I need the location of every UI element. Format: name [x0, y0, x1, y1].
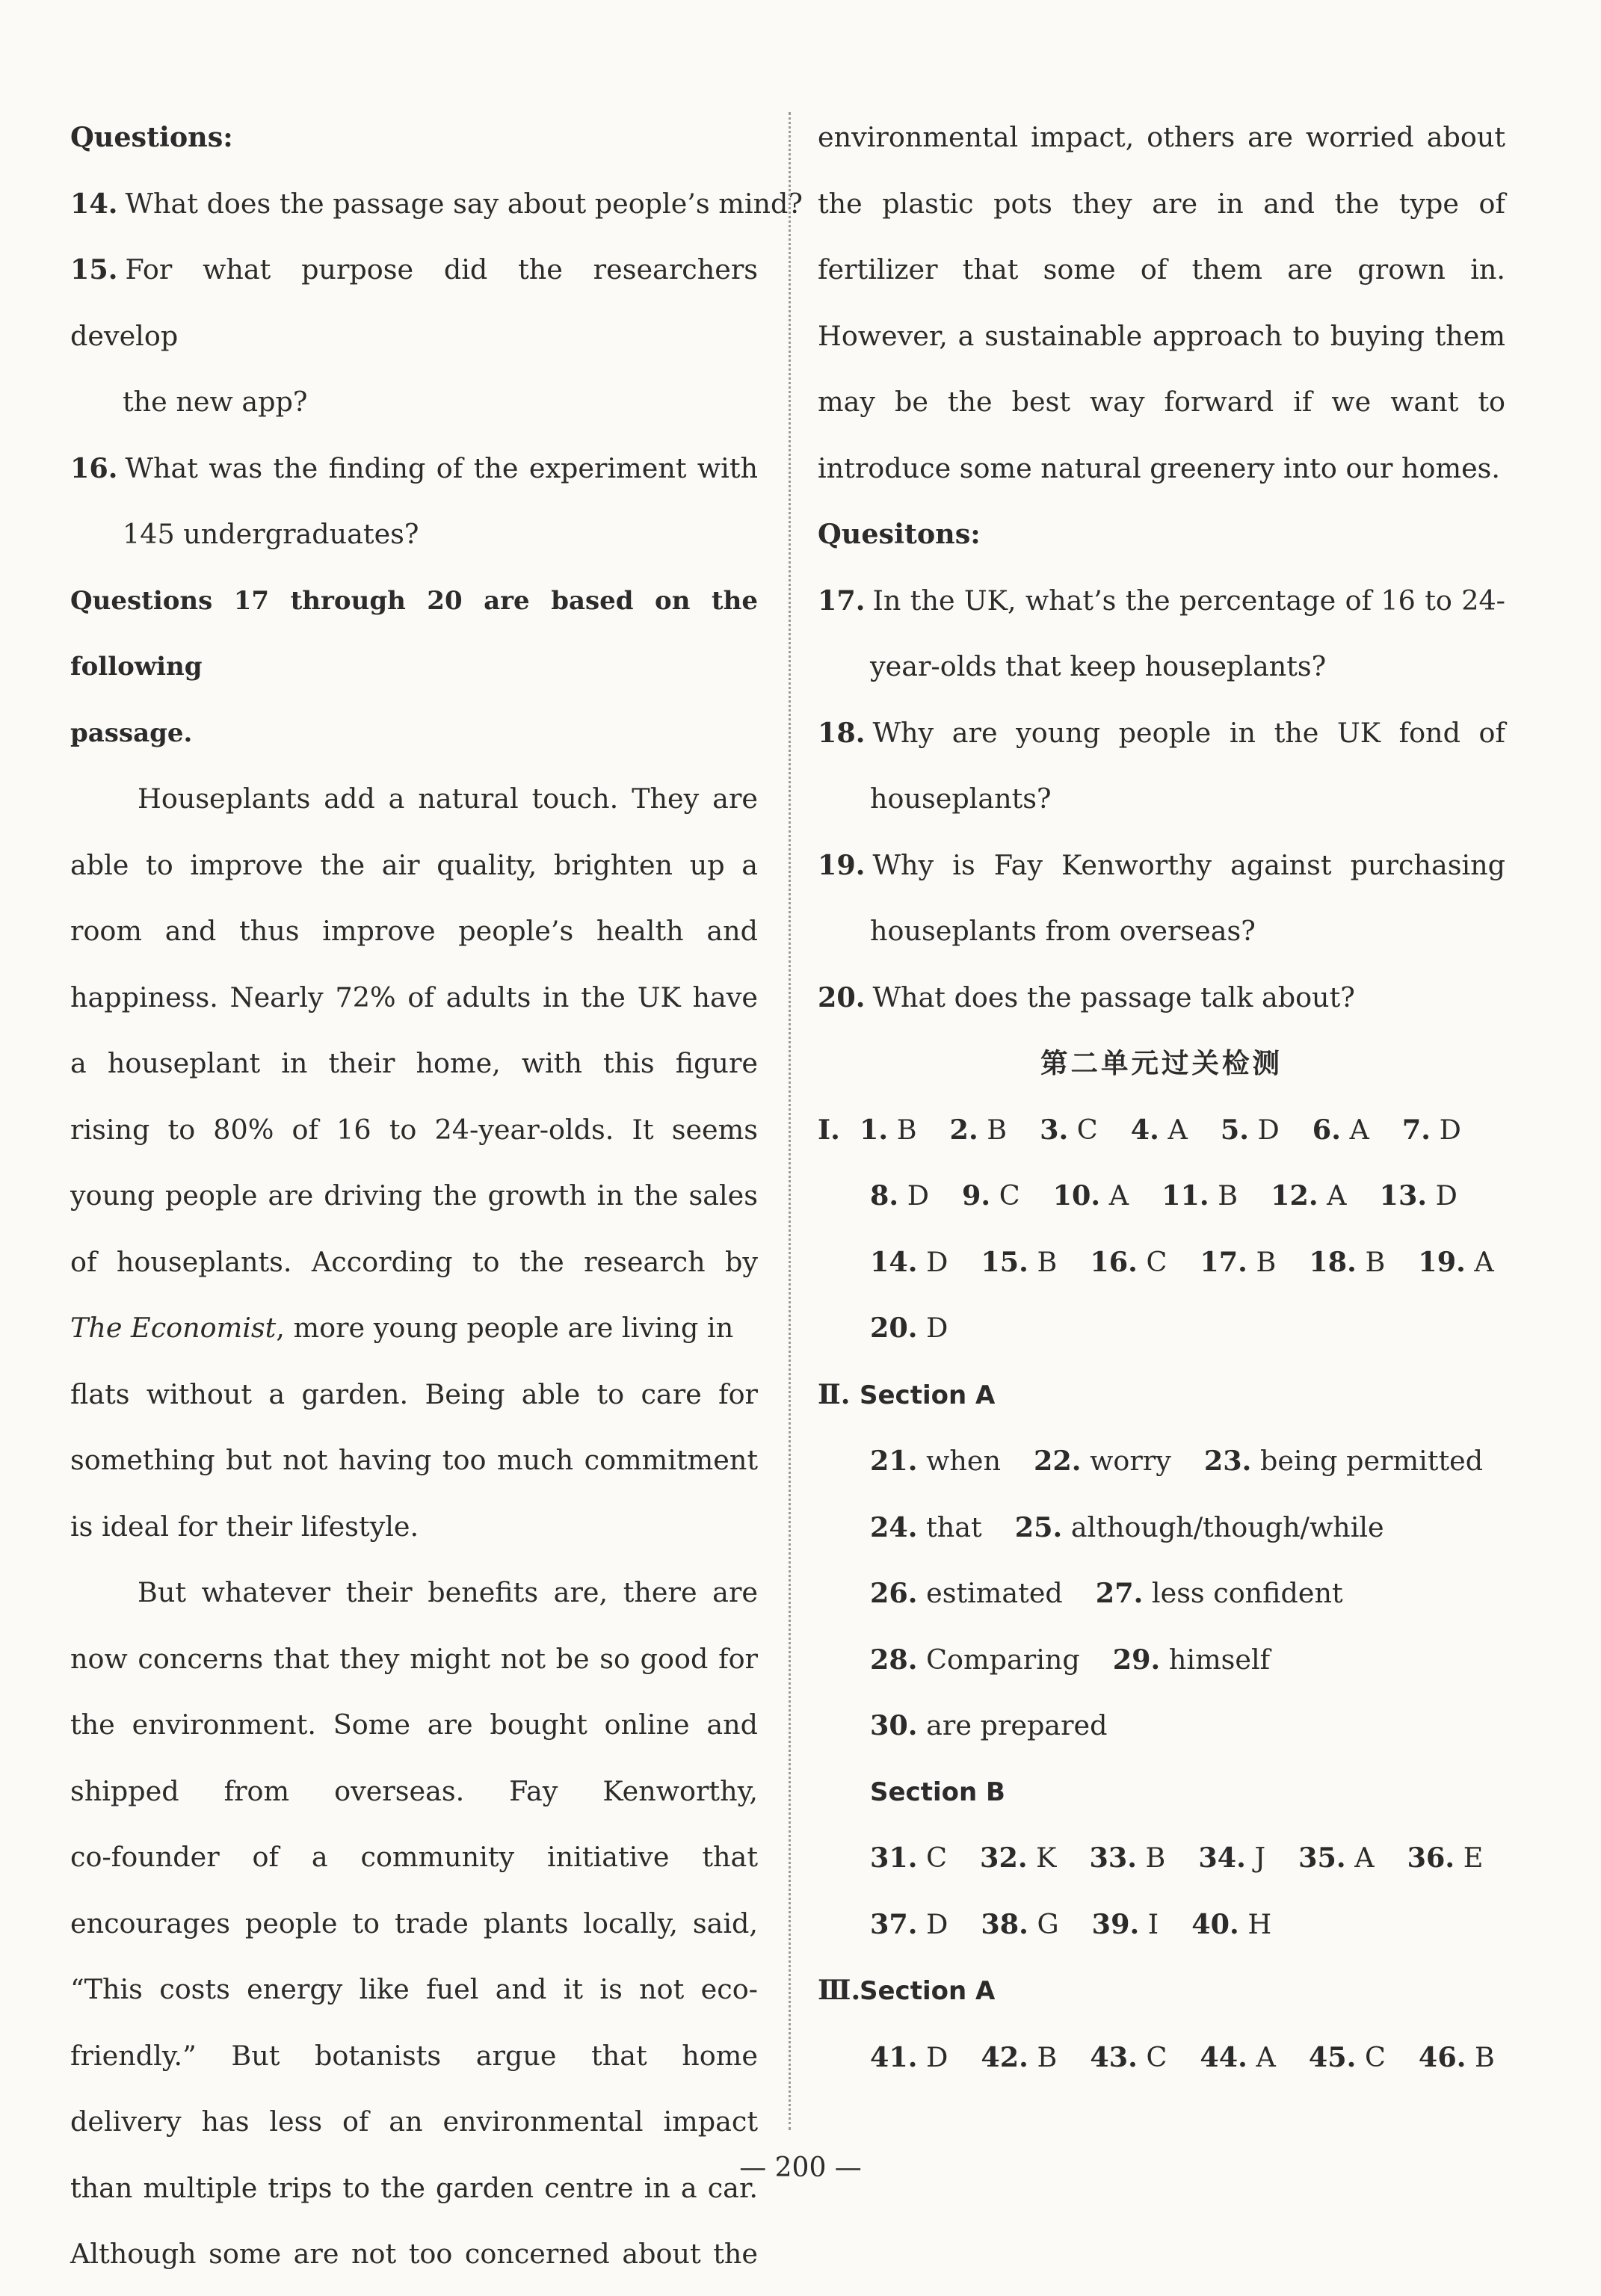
answer-number: 10.: [1052, 1179, 1101, 1212]
answer-number: 31.: [870, 1842, 918, 1874]
question-number: 19.: [818, 848, 866, 881]
answer-item: [1089, 1825, 1165, 1892]
roman-numeral: Ⅲ.: [818, 1974, 861, 2006]
answer-row: [818, 1495, 1505, 1561]
answer-item: [1418, 1229, 1493, 1296]
answer-number: 1.: [860, 1113, 889, 1146]
answer-value: are prepared: [917, 1709, 1108, 1741]
question-17: [818, 568, 1505, 635]
answer-value: worry: [1081, 1445, 1171, 1477]
answer-item: [1113, 1627, 1270, 1694]
passage-intro-cont: passage.: [70, 718, 193, 748]
question-16-cont: 145 undergraduates?: [123, 518, 419, 550]
answer-number: 32.: [980, 1842, 1028, 1874]
answer-item: [1298, 1825, 1374, 1892]
answer-number: 26.: [870, 1577, 918, 1609]
passage-line: happiness. Nearly 72% of adults in the UK have: [70, 981, 758, 1013]
answer-number: 20.: [870, 1312, 918, 1344]
passage-line: a houseplant in their home, with this figure: [70, 1047, 758, 1079]
answer-row: [818, 1163, 1505, 1229]
passage-line: environmental impact, others are worried about: [818, 121, 1505, 153]
answer-item: [1015, 1495, 1384, 1561]
answer-number: 29.: [1112, 1643, 1161, 1676]
question-text: Why are young people in the UK fond of: [872, 716, 1505, 749]
answer-value: B: [1028, 1245, 1058, 1278]
question-15: [70, 237, 758, 369]
answer-value: D: [917, 1312, 948, 1344]
answer-value: A: [1345, 1842, 1375, 1874]
answer-number: 36.: [1407, 1842, 1455, 1874]
section-row: [818, 1957, 1505, 2025]
answer-value: D: [917, 2040, 948, 2073]
answer-item: [870, 1495, 982, 1561]
answer-value: B: [1028, 2040, 1058, 2073]
passage-line: flats without a garden. Being able to care for: [70, 1377, 758, 1410]
answer-row: [818, 1229, 1505, 1296]
passage-line: the plastic pots they are in and the type of: [818, 187, 1505, 220]
answer-value: being permitted: [1251, 1445, 1484, 1477]
answer-item: [860, 1097, 917, 1164]
answer-value: K: [1027, 1842, 1057, 1874]
answer-number: 37.: [870, 1907, 918, 1940]
passage-line: However, a sustainable approach to buying them: [818, 319, 1505, 352]
question-20: [818, 965, 1505, 1031]
answer-value: estimated: [917, 1577, 1063, 1609]
answer-value: E: [1455, 1842, 1484, 1874]
answer-value: I: [1139, 1907, 1159, 1940]
passage-line: able to improve the air quality, brighten up a: [70, 848, 758, 881]
question-text: In the UK, what’s the percentage of 16 to 24-: [872, 584, 1505, 617]
answer-item: [870, 1627, 1080, 1694]
answer-number: 4.: [1130, 1113, 1159, 1146]
passage-line: something but not having too much commitment: [70, 1444, 758, 1476]
unit-heading: 第二单元过关检测: [1040, 1047, 1283, 1079]
answer-number: 12.: [1271, 1179, 1318, 1212]
answer-number: 45.: [1308, 2040, 1357, 2073]
answer-value: A: [1340, 1113, 1369, 1146]
passage-line: co-founder of a community initiative that: [70, 1841, 758, 1873]
answer-value: that: [917, 1510, 982, 1543]
answer-item: [1162, 1163, 1238, 1229]
answer-number: 15.: [981, 1245, 1028, 1278]
answer-item: [870, 1825, 947, 1892]
answer-number: 19.: [1418, 1245, 1466, 1278]
answer-value: B: [1209, 1179, 1238, 1212]
question-19-cont: houseplants from overseas?: [870, 915, 1256, 947]
passage-line: But whatever their benefits are, there are: [138, 1576, 758, 1608]
section-row: [818, 1362, 1505, 1429]
answer-number: 39.: [1091, 1907, 1140, 1940]
answer-row: [818, 1825, 1505, 1892]
question-number: 20.: [818, 981, 866, 1013]
passage-line: introduce some natural greenery into our homes.: [818, 451, 1501, 484]
passage-line: of houseplants. According to the research by: [70, 1245, 758, 1278]
answer-row: [818, 2025, 1505, 2091]
answer-item: [870, 2025, 948, 2091]
passage-line: friendly.” But botanists argue that home: [70, 2039, 758, 2072]
answer-item: [1131, 1097, 1188, 1164]
question-16: [70, 436, 758, 502]
answer-row: [818, 1627, 1505, 1694]
answer-item: [1034, 1428, 1171, 1495]
answer-item: [1309, 1229, 1385, 1296]
answer-number: 42.: [981, 2040, 1028, 2073]
answer-value: A: [1247, 2040, 1276, 2073]
answer-value: A: [1465, 1245, 1494, 1278]
question-number: 16.: [70, 451, 118, 484]
answer-item: [870, 1428, 1001, 1495]
passage-line: encourages people to trade plants locally, said,: [70, 1907, 758, 1939]
answer-item: [1204, 1428, 1483, 1495]
answer-value: D: [1430, 1113, 1461, 1146]
answer-value: C: [917, 1842, 948, 1874]
answer-value: B: [1466, 2040, 1495, 2073]
answer-number: 40.: [1191, 1907, 1239, 1940]
answer-number: 13.: [1379, 1179, 1428, 1212]
passage-text: , more young people are living in: [276, 1312, 734, 1344]
answer-number: 11.: [1162, 1179, 1209, 1212]
answer-item: [1407, 1825, 1484, 1892]
question-text: What was the finding of the experiment with: [125, 451, 758, 484]
answer-row: [818, 1561, 1505, 1627]
answer-row: [818, 1097, 1505, 1164]
answer-item: [981, 1229, 1057, 1296]
answer-item: [1090, 2025, 1167, 2091]
answer-value: less confident: [1143, 1577, 1343, 1609]
passage-intro: Questions 17 through 20 are based on the following: [70, 585, 758, 682]
answer-number: 28.: [870, 1643, 918, 1676]
answer-number: 25.: [1014, 1510, 1063, 1543]
answer-number: 34.: [1198, 1842, 1246, 1874]
answer-item: [1309, 2025, 1386, 2091]
answer-item: [950, 1097, 1008, 1164]
question-text: What does the passage talk about?: [872, 981, 1355, 1013]
passage-line: than multiple trips to the garden centre in a car.: [70, 2171, 758, 2204]
answer-value: C: [1356, 2040, 1386, 2073]
answer-value: D: [898, 1179, 929, 1212]
answer-item: [1053, 1163, 1129, 1229]
answer-number: 7.: [1401, 1113, 1431, 1146]
answer-item: [1092, 1892, 1159, 1958]
answer-item: [870, 1229, 948, 1296]
question-text: What does the passage say about people’s mind?: [125, 187, 803, 220]
answer-value: D: [1427, 1179, 1457, 1212]
answer-number: 27.: [1095, 1577, 1144, 1609]
passage-line: delivery has less of an environmental impact: [70, 2105, 758, 2138]
answer-item: [1200, 1229, 1276, 1296]
answer-item: [962, 1163, 1020, 1229]
question-number: 14.: [70, 187, 118, 220]
answer-value: C: [1068, 1113, 1098, 1146]
roman-numeral: Ⅰ.: [818, 1113, 840, 1146]
question-15-cont: the new app?: [123, 386, 308, 418]
answer-item: [870, 1561, 1063, 1627]
column-divider: [789, 112, 791, 2130]
answer-value: B: [888, 1113, 917, 1146]
answer-number: 24.: [870, 1510, 918, 1543]
question-number: 15.: [70, 253, 118, 286]
question-18: [818, 700, 1505, 767]
passage-line: is ideal for their lifestyle.: [70, 1510, 419, 1543]
section-label: Section B: [870, 1777, 1005, 1807]
question-text: For what purpose did the researchers develop: [70, 253, 758, 352]
question-19: [818, 833, 1505, 899]
answer-value: B: [1136, 1842, 1166, 1874]
answer-item: [980, 1825, 1056, 1892]
questions-label: Questions:: [70, 121, 233, 153]
answer-value: himself: [1160, 1643, 1271, 1676]
answer-item: [1221, 1097, 1280, 1164]
answer-value: G: [1028, 1907, 1059, 1940]
answer-value: B: [1247, 1245, 1277, 1278]
passage-line: now concerns that they might not be so good for: [70, 1642, 758, 1675]
question-18-cont: houseplants?: [870, 783, 1052, 815]
answer-item: [870, 1163, 929, 1229]
answer-number: 2.: [949, 1113, 978, 1146]
answer-number: 6.: [1312, 1113, 1341, 1146]
answer-number: 8.: [870, 1179, 899, 1212]
answer-number: 33.: [1089, 1842, 1137, 1874]
answer-item: [1312, 1097, 1369, 1164]
answer-group: [860, 1097, 1461, 1164]
passage-line: Although some are not too concerned about the: [70, 2238, 758, 2270]
passage-line: room and thus improve people’s health and: [70, 915, 758, 947]
answer-row: [818, 1295, 1505, 1362]
answer-number: 21.: [870, 1445, 918, 1477]
answer-item: [870, 1295, 948, 1362]
questions-label: Quesitons:: [818, 518, 981, 550]
passage-line: fertilizer that some of them are grown in.: [818, 253, 1505, 286]
answer-item: [870, 1892, 948, 1958]
answer-value: B: [1356, 1245, 1386, 1278]
answer-value: A: [1100, 1179, 1129, 1212]
question-14: [70, 171, 803, 238]
answer-number: 18.: [1309, 1245, 1357, 1278]
answer-number: 35.: [1298, 1842, 1346, 1874]
answer-item: [870, 1693, 1107, 1759]
answer-value: A: [1318, 1179, 1347, 1212]
answer-item: [1090, 1229, 1167, 1296]
answer-value: when: [917, 1445, 1001, 1477]
question-number: 17.: [818, 584, 866, 617]
answer-number: 46.: [1418, 2040, 1466, 2073]
passage-line: shipped from overseas. Fay Kenworthy,: [70, 1774, 758, 1807]
answer-value: D: [917, 1907, 948, 1940]
answer-number: 22.: [1033, 1445, 1082, 1477]
answer-number: 43.: [1090, 2040, 1138, 2073]
answer-number: 3.: [1040, 1113, 1069, 1146]
answer-item: [1191, 1892, 1271, 1958]
answer-number: 44.: [1200, 2040, 1247, 2073]
answer-value: C: [1137, 2040, 1167, 2073]
answer-value: B: [978, 1113, 1008, 1146]
answer-number: 9.: [961, 1179, 991, 1212]
answer-value: D: [1248, 1113, 1280, 1146]
answer-item: [981, 1892, 1058, 1958]
answer-number: 5.: [1220, 1113, 1249, 1146]
question-number: 18.: [818, 716, 866, 749]
answer-row: [818, 1892, 1505, 1958]
answer-value: C: [990, 1179, 1020, 1212]
passage-line: Houseplants add a natural touch. They are: [138, 783, 758, 815]
passage-line: may be the best way forward if we want to: [818, 386, 1505, 418]
right-column: [818, 105, 1505, 2090]
answer-item: [1096, 1561, 1343, 1627]
page-number: — 200 —: [739, 2152, 862, 2183]
section-label: Section A: [860, 1380, 996, 1410]
answer-row: [818, 1693, 1505, 1759]
answer-item: [1419, 2025, 1495, 2091]
answer-item: [1380, 1163, 1457, 1229]
answer-item: [981, 2025, 1057, 2091]
question-text: Why is Fay Kenworthy against purchasing: [872, 848, 1505, 881]
passage-line: [70, 1295, 758, 1362]
answer-value: C: [1137, 1245, 1167, 1278]
answer-item: [1402, 1097, 1461, 1164]
passage-line: rising to 80% of 16 to 24-year-olds. It seems: [70, 1113, 758, 1146]
passage-line: the environment. Some are bought online and: [70, 1709, 758, 1741]
question-17-cont: year-olds that keep houseplants?: [870, 650, 1327, 682]
answer-item: [1198, 1825, 1265, 1892]
answer-value: although/though/while: [1062, 1510, 1384, 1543]
roman-numeral: Ⅱ.: [818, 1377, 851, 1410]
answer-number: 30.: [870, 1709, 918, 1741]
answer-number: 38.: [981, 1907, 1028, 1940]
answer-value: Comparing: [917, 1643, 1080, 1676]
answer-number: 14.: [870, 1245, 918, 1278]
answer-value: J: [1245, 1842, 1266, 1874]
answer-value: D: [917, 1245, 948, 1278]
section-label: Section A: [860, 1976, 996, 2006]
answer-item: [1200, 2025, 1275, 2091]
answer-number: 23.: [1203, 1445, 1252, 1477]
answer-item: [1271, 1163, 1346, 1229]
answer-value: A: [1159, 1113, 1188, 1146]
answer-value: H: [1238, 1907, 1272, 1940]
answer-number: 16.: [1090, 1245, 1138, 1278]
answer-row: [818, 1428, 1505, 1495]
answer-item: [1040, 1097, 1098, 1164]
answer-number: 17.: [1200, 1245, 1247, 1278]
answer-number: 41.: [870, 2040, 918, 2073]
passage-line: “This costs energy like fuel and it is not eco-: [70, 1973, 758, 2005]
publication-title: The Economist: [70, 1312, 277, 1344]
passage-line: young people are driving the growth in the sales: [70, 1179, 758, 1212]
